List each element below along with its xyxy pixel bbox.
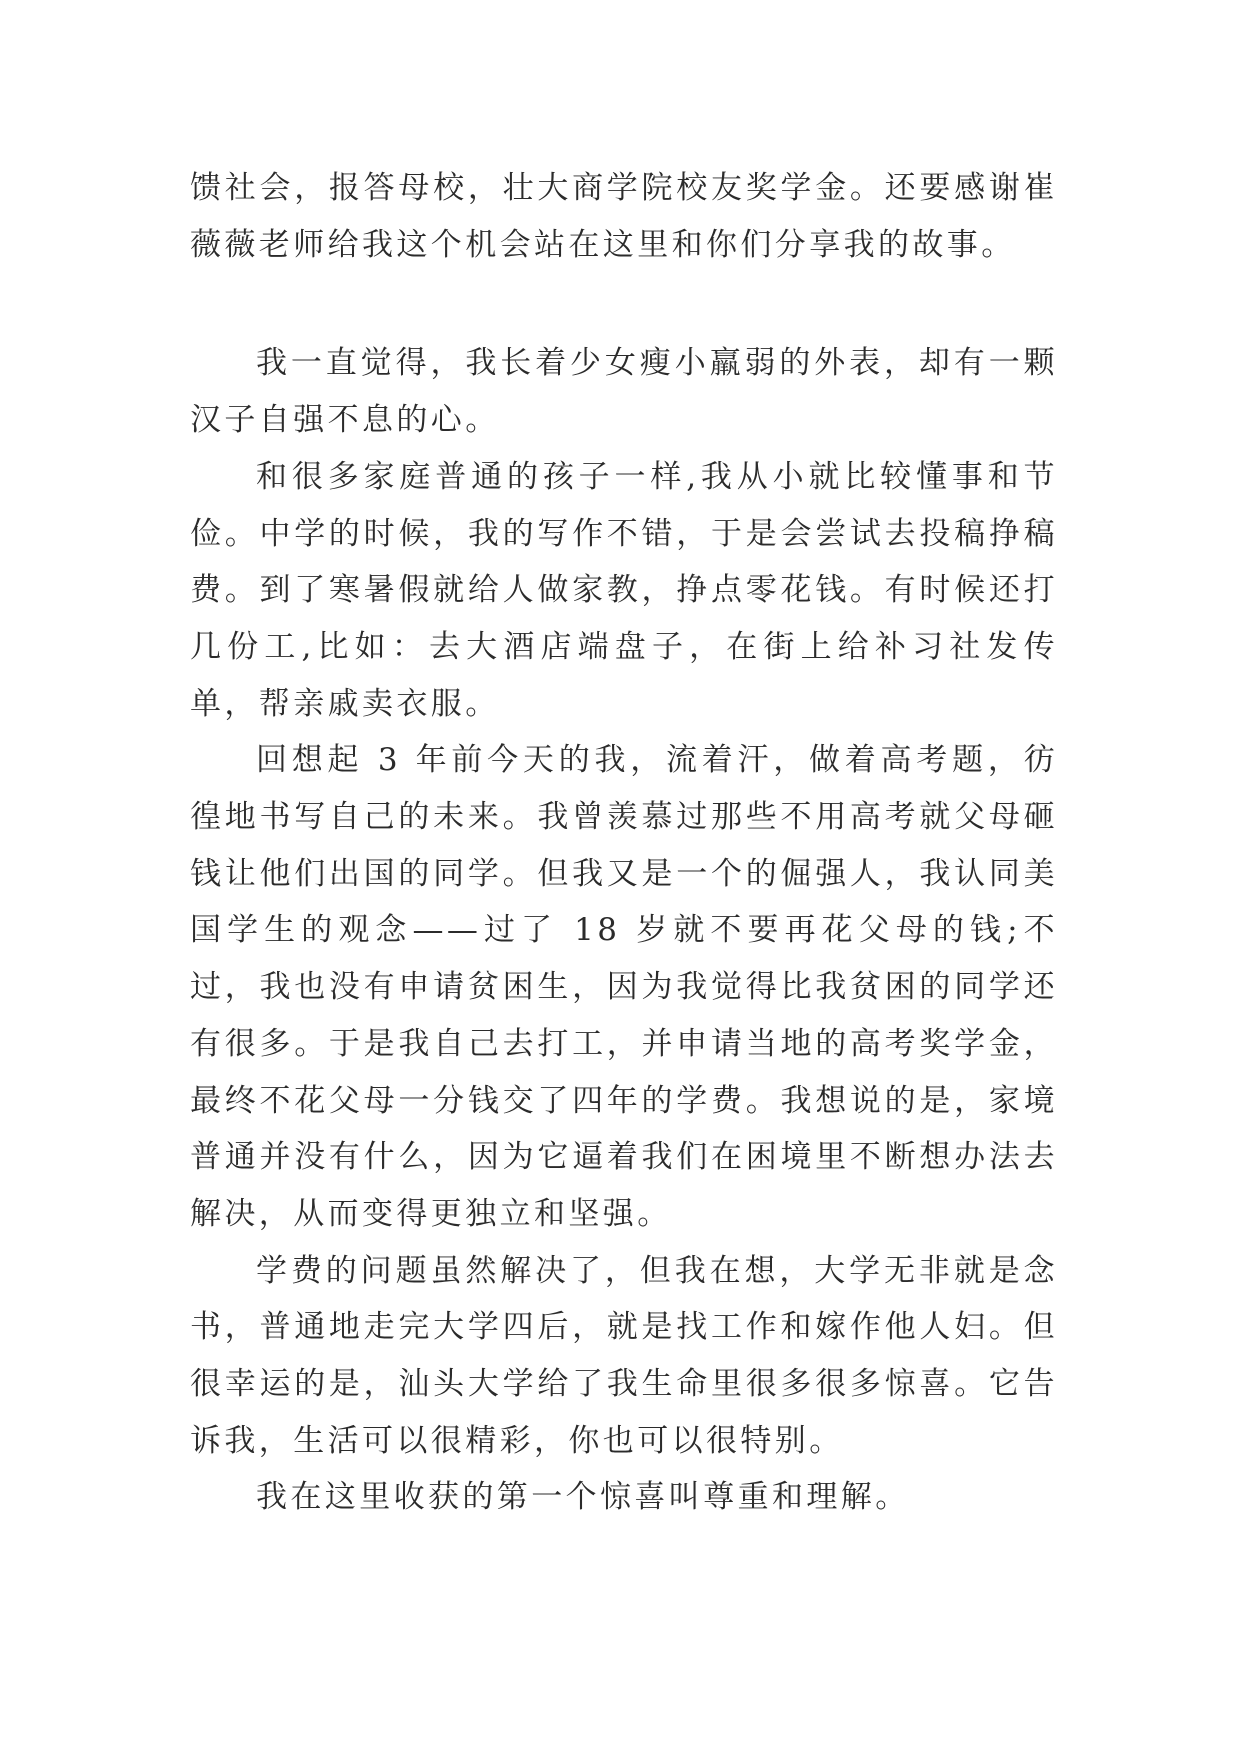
paragraph-tuition-story: 回想起 3 年前今天的我，流着汗，做着高考题，彷徨地书写自己的未来。我曾羡慕过那些不用高考就父母砸钱让他们出国的同学。但我又是一个的倔强人，我认同美国学生的观念——过了 18 岁就不要再花父母的钱;不过，我也没有申请贫困生，因为我觉得比我贫困的同学还有很多。于是我自己去打工，并申请当地的高考奖学金，最终不花父母一分钱交了四年的学费。我想说的是，家境普通并没有什么，因为它逼着我们在困境里不断想办法去解决，从而变得更独立和坚强。 — [190, 742, 1058, 1232]
paragraph-childhood-work: 和很多家庭普通的孩子一样,我从小就比较懂事和节俭。中学的时候，我的写作不错，于是会尝试去投稿挣稿费。到了寒暑假就给人做家教，挣点零花钱。有时候还打几份工,比如：去大酒店端盘子，在街上给补习社发传单，帮亲戚卖衣服。 — [190, 458, 1058, 722]
paragraph-self-description: 我一直觉得，我长着少女瘦小羸弱的外表，却有一颗汉子自强不息的心。 — [190, 345, 1058, 439]
paragraph-continuation: 馈社会，报答母校，壮大商学院校友奖学金。还要感谢崔薇薇老师给我这个机会站在这里和你们分享我的故事。 — [190, 170, 1058, 263]
paragraph-first-surprise: 我在这里收获的第一个惊喜叫尊重和理解。 — [256, 1479, 910, 1516]
document-body — [190, 160, 1058, 1526]
paragraph-university-surprises: 学费的问题虽然解决了，但我在想，大学无非就是念书，普通地走完大学四后，就是找工作和嫁作他人妇。但很幸运的是，汕头大学给了我生命里很多很多惊喜。它告诉我，生活可以很精彩，你也可以很特别。 — [190, 1252, 1058, 1459]
